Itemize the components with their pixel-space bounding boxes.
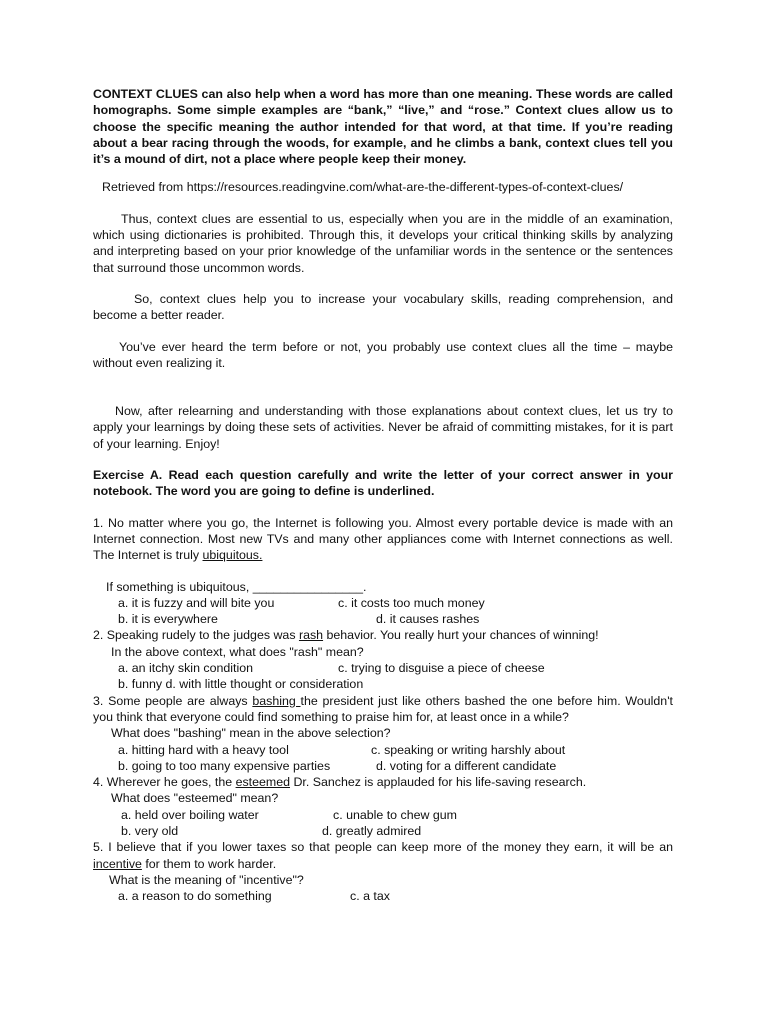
question-4-prompt: What does "esteemed" mean? [111,791,279,806]
exercise-heading: Exercise A. Read each question carefully and write the letter of your correct answer in your notebook. The word you are going to define is underlined. [93,468,673,499]
underlined-word-incentive: incentive [93,856,142,871]
option-d: d. voting for a different candidate [376,758,557,773]
option-c: c. speaking or writing harshly about [371,742,566,757]
paragraph-so: So, context clues help you to increase your vocabulary skills, reading comprehension, and become a better reader. [93,291,673,323]
option-b: b. it is everywhere [118,612,218,627]
question-2-prompt: In the above context, what does "rash" mean? [111,644,364,659]
option-b: b. going to too many expensive parties [118,758,331,773]
intro-paragraph [93,86,673,167]
option-c: c. trying to disguise a piece of cheese [338,661,545,676]
option-c: c. unable to chew gum [333,807,457,822]
question-3: 3. Some people are always bashing the president just like others bashed the one before him. Wouldn't you think that everyone could find something to praise him for, at least once in a while? [93,693,673,724]
option-b-d: b. funny d. with little thought or consideration [118,677,364,692]
intro-rest: can also help when a word has more than one meaning. These words are called homographs. Some simple examples are “bank,” “live,” and “rose.” Context clues allow us to choose the specific meaning the author intended for that word, at that time. If you’re reading about a bear racing through the woods, for example, and he climbs a bank, context clues tell you it’s a mound of dirt, not a place where people keep their money. [93,87,673,167]
underlined-word-bashing: bashing [252,693,301,708]
question-1-options-row-2 [93,611,673,627]
intro-lead: CONTEXT CLUES [93,87,198,101]
option-d: d. it causes rashes [376,612,480,627]
question-2-options-row-1 [93,660,673,676]
question-1-prompt: If something is ubiquitous, ________________. [106,579,367,594]
question-4-options-row-2 [93,823,673,839]
option-c: c. it costs too much money [338,595,485,610]
option-a: a. it is fuzzy and will bite you [118,595,275,610]
question-3-options-row-1 [93,742,673,758]
underlined-word-ubiquitous: ubiquitous. [202,548,263,563]
question-2: 2. Speaking rudely to the judges was rash behavior. You really hurt your chances of winning! [93,628,599,643]
option-c: c. a tax [350,889,390,904]
question-2-options-row-2 [93,676,673,692]
underlined-word-rash: rash [298,628,324,643]
question-5: 5. I believe that if you lower taxes so that people can keep more of the money they earn, it will be an incentive for them to work harder. [93,840,673,871]
question-1: 1. No matter where you go, the Internet is following you. Almost every portable device is made with an Internet connection. Most new TVs and many other appliances come with Internet connections as well. The Internet is truly ubiquitous. [93,515,673,563]
question-4-options-row-1 [93,807,673,823]
paragraph-youve: You’ve ever heard the term before or not, you probably use context clues all the time – maybe without even realizing it. [93,339,673,370]
paragraph-now: Now, after relearning and understanding with those explanations about context clues, let us try to apply your learnings by doing these sets of activities. Never be afraid of committing mistakes, for it is part of your learning. Enjoy! [93,404,673,451]
question-5-prompt: What is the meaning of "incentive"? [109,872,304,887]
option-a: a. a reason to do something [118,889,272,904]
underlined-word-esteemed: esteemed [235,775,290,790]
option-a: a. an itchy skin condition [118,661,253,676]
question-4: 4. Wherever he goes, the esteemed Dr. Sanchez is applauded for his life-saving research. [93,775,587,790]
document-page [93,86,673,904]
question-3-options-row-2 [93,758,673,774]
source-citation: Retrieved from https://resources.readingvine.com/what-are-the-different-types-of-context-clues/ [102,180,624,195]
option-a: a. hitting hard with a heavy tool [118,742,289,757]
question-5-options-row-1 [93,888,673,904]
option-b: b. very old [121,823,179,838]
question-1-options-row-1 [93,595,673,611]
option-d: d. greatly admired [322,823,422,838]
paragraph-thus: Thus, context clues are essential to us, especially when you are in the middle of an examination, which using dictionaries is prohibited. Through this, it develops your critical thinking skills by analyzing and interpreting based on your prior knowledge of the unfamiliar words in the sentence or the sentences that surround those uncommon words. [93,211,673,275]
option-a: a. held over boiling water [121,807,259,822]
question-3-prompt: What does "bashing" mean in the above selection? [111,726,391,741]
